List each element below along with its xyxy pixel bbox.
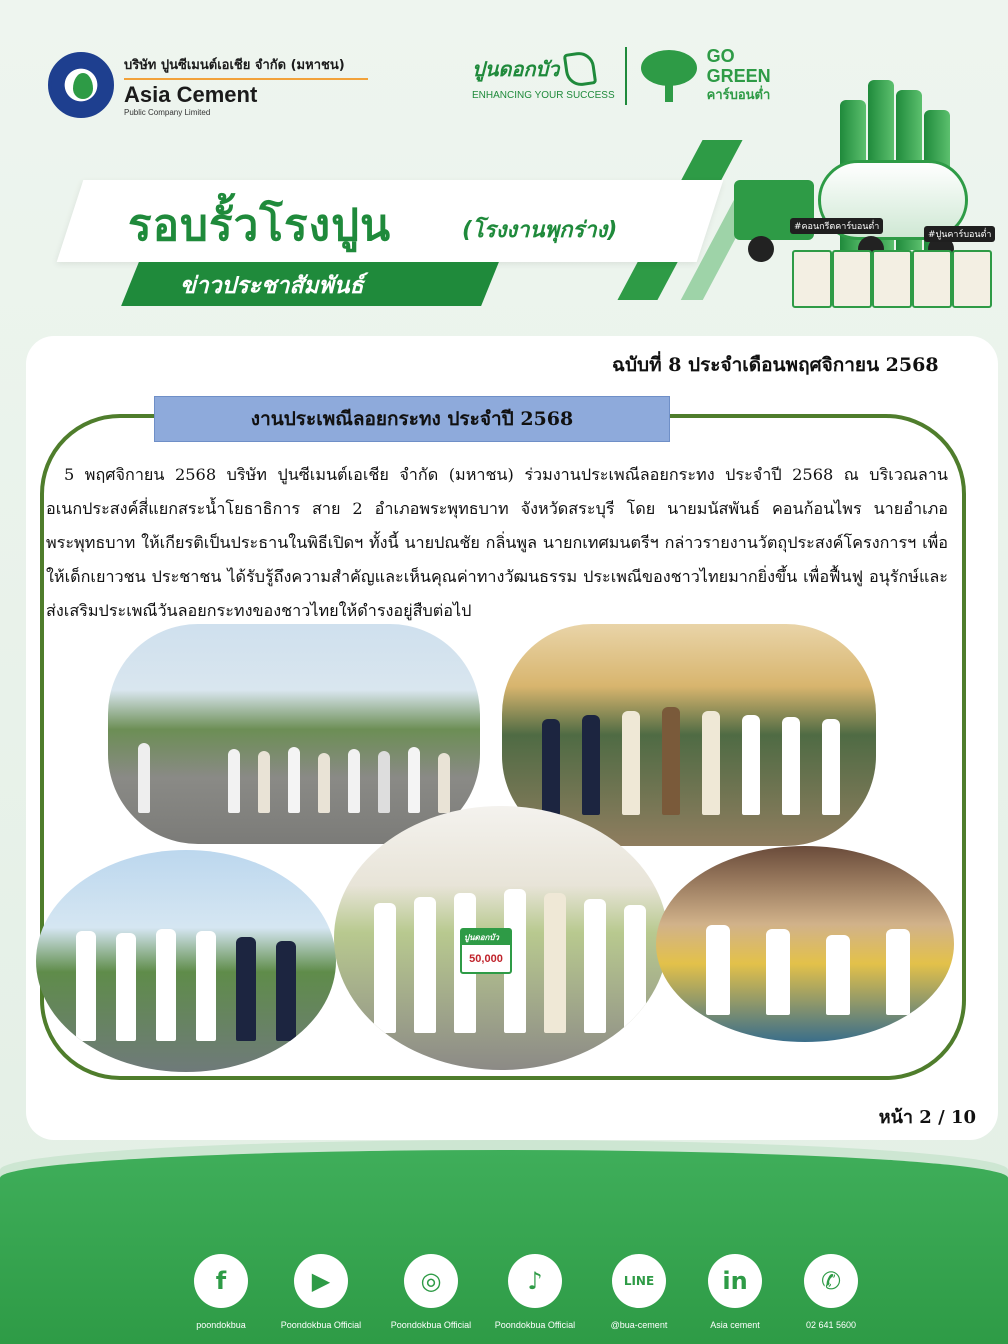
tag-cement: #ปูนคาร์บอนต่ำ — [924, 226, 995, 242]
section-title: งานประเพณีลอยกระทง ประจำปี 2568 — [154, 396, 670, 442]
cement-bag-icon — [872, 250, 912, 308]
social-handle: poondokbua — [196, 1320, 246, 1330]
issue-label: ฉบับที่ 8 ประจำเดือนพฤศจิกายน 2568 — [612, 354, 939, 376]
go-green-word-1: GO — [706, 46, 735, 66]
company-seal-icon — [48, 52, 114, 118]
cement-bag-icon — [912, 250, 952, 308]
social-handle: Poondokbua Official — [494, 1320, 576, 1330]
social-phone[interactable] — [796, 1254, 866, 1330]
cement-bag-icon — [832, 250, 872, 308]
tag-concrete: #คอนกรีตคาร์บอนต่ำ — [790, 218, 883, 234]
photo-group-krathong — [502, 624, 876, 846]
photo-floating-krathong — [656, 846, 954, 1042]
brand-name: ปูนดอกบัว — [472, 56, 560, 81]
social-tiktok[interactable] — [494, 1254, 576, 1330]
page-number: หน้า 2 / 10 — [878, 1107, 976, 1128]
photo-opening-ceremony — [108, 624, 480, 844]
cement-bag-icon — [952, 250, 992, 308]
social-links — [186, 1254, 866, 1334]
social-handle: @bua-cement — [610, 1320, 668, 1330]
facebook-icon: f — [194, 1254, 248, 1308]
brand-tagline: ENHANCING YOUR SUCCESS — [472, 89, 615, 101]
line-icon: LINE — [612, 1254, 666, 1308]
wheel-icon — [748, 236, 774, 262]
cement-bag-icon — [792, 250, 832, 308]
photo-participants — [36, 850, 336, 1072]
linkedin-icon: in — [708, 1254, 762, 1308]
social-line[interactable] — [604, 1254, 674, 1330]
phone-icon: ✆ — [804, 1254, 858, 1308]
go-green-word-3: คาร์บอนต่ำ — [706, 88, 771, 103]
social-handle: 02 641 5600 — [805, 1320, 857, 1330]
newsletter-title: รอบรั้วโรงปูน — [128, 200, 392, 251]
company-name: Asia Cement — [124, 81, 258, 107]
check-brand: ปูนดอกบัว — [462, 930, 510, 945]
company-thai-name: บริษัท ปูนซีเมนต์เอเชีย จำกัด (มหาชน) — [124, 54, 368, 80]
brand-divider — [625, 47, 627, 105]
social-youtube[interactable] — [280, 1254, 362, 1330]
check-amount: 50,000 — [469, 953, 503, 965]
instagram-icon: ◎ — [404, 1254, 458, 1308]
asia-cement-logo — [48, 52, 368, 118]
product-illustration — [728, 40, 998, 320]
social-facebook[interactable] — [186, 1254, 256, 1330]
social-instagram[interactable] — [390, 1254, 472, 1330]
tree-icon — [637, 50, 701, 102]
tiktok-icon: ♪ — [508, 1254, 562, 1308]
social-handle: Asia cement — [710, 1320, 760, 1330]
banner-label: ข่าวประชาสัมพันธ์ — [180, 273, 364, 299]
lotus-leaf-icon — [563, 50, 597, 88]
social-handle: Poondokbua Official — [390, 1320, 472, 1330]
article-body: 5 พฤศจิกายน 2568 บริษัท ปูนซีเมนต์เอเชีย จำกัด (มหาชน) ร่วมงานประเพณีลอยกระทง ประจำปี 2568 ณ บริเวณลานอเนกประสงค์สี่แยกสระน้ำโยธาธิการ สาย 2 อำเภอพระพุทธบาท จังหวัดสระบุรี โดย นายมนัสพันธ์ คอนก้อนไพร นายอำเภอพระพุทธบาท ให้เกียรติเป็นประธานในพิธีเปิดฯ ทั้งนี้ นายปณชัย กลิ่นพูล นายกเทศมนตรีฯ กล่าวรายงานวัตถุประสงค์โครงการฯ เพื่อให้เด็กเยาวชน ประชาชน ได้รับรู้ถึงความสำคัญและเห็นคุณค่าทางวัฒนธรรม ประเพณีของชาวไทยมากยิ่งขึ้น เพื่อฟื้นฟู อนุรักษ์และส่งเสริมประเพณีวันลอยกระทงของชาวไทยให้ดำรงอยู่สืบต่อไป — [46, 465, 948, 620]
newsletter-subtitle: (โรงงานพุกร่าง) — [462, 218, 618, 243]
go-green-word-2: GREEN — [706, 66, 771, 86]
company-subtitle: Public Company Limited — [124, 107, 211, 117]
brand-block — [472, 46, 771, 106]
social-linkedin[interactable] — [700, 1254, 770, 1330]
donation-check — [460, 928, 512, 974]
social-handle: Poondokbua Official — [280, 1320, 362, 1330]
youtube-icon: ▶ — [294, 1254, 348, 1308]
header — [0, 0, 1008, 330]
